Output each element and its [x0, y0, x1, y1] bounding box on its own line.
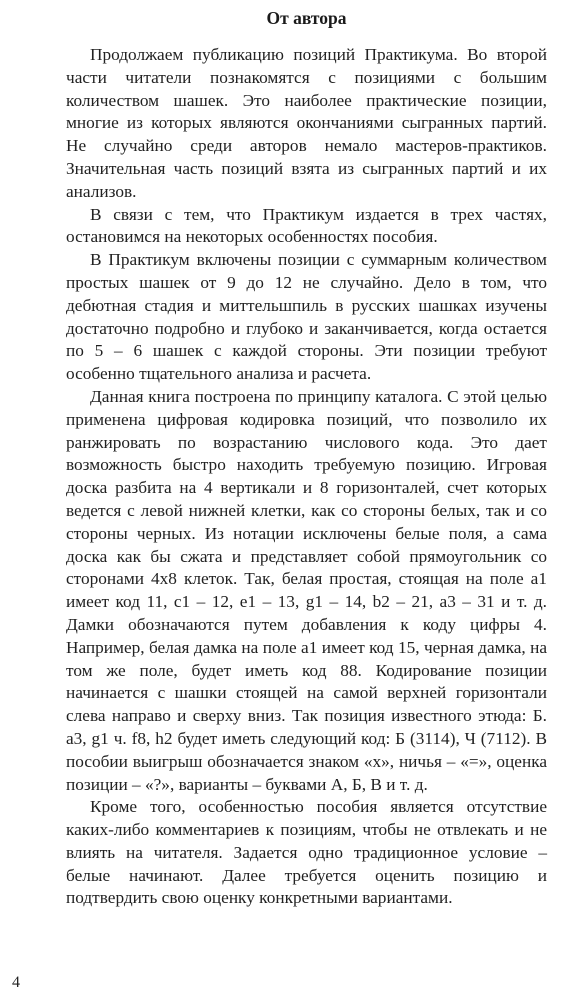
paragraph-intro: Продолжаем публикацию позиций Практикума. Во второй части читатели познакомятся с позициями с большим количеством шашек. Это наиболее практические позиции, многие из которых являются окончаниями сыгранных партий. Не случайно среди авторов немало мастеров-практиков. Значительная часть позиций взята из сыгранных партий и их анализов.: [66, 45, 547, 201]
paragraph-piece-count: В Практикум включены позиции с суммарным количеством простых шашек от 9 до 12 не случайно. Дело в том, что дебютная стадия и миттельшпиль в русских шашках изучены достаточно подробно и глубоко и заканчивается, когда остается по 5 – 6 шашек с каждой стороны. Эти позиции требуют особенно тщательного анализа и расчета.: [66, 250, 547, 384]
body-text: [66, 44, 547, 910]
paragraph-conditions: Кроме того, особенностью пособия является отсутствие каких-либо комментариев к позициям, чтобы не отвлекать и не влиять на читателя. Задается одно традиционное условие – белые начинают. Далее требуется оценить позицию и подтвердить свою оценку конкретными вариантами.: [66, 797, 547, 908]
paragraph-coding: Данная книга построена по принципу каталога. С этой целью применена цифровая кодировка позиций, что позволило их ранжировать по возрастанию числового кода. Это дает возможность быстро находить требуемую позицию. Игровая доска разбита на 4 вертикали и 8 горизонталей, счет которых ведется с левой нижней клетки, как со стороны белых, так и со стороны черных. Из нотации исключены белые поля, а сама доска как бы сжата и представляет собой прямоугольник со сторонами 4x8 клеток. Так, белая простая, стоящая на поле a1 имеет код 11, c1 – 12, e1 – 13, g1 – 14, b2 – 21, a3 – 31 и т. д. Дамки обозначаются путем добавления к коду цифры 4. Например, белая дамка на поле a1 имеет код 15, черная дамка, на том же поле, будет иметь код 88. Кодирование позиции начинается с шашки стоящей на самой верхней горизонтали слева направо и сверху вниз. Так позиция известного этюда: Б. a3, g1 ч. f8, h2 будет иметь следующий код: Б (3114), Ч (7112). В пособии выигрыш обозначается знаком «x», ничья – «=», оценка позиции – «?», варианты – буквами А, Б, В и т. д.: [66, 386, 547, 794]
page-content: [66, 0, 547, 910]
page-title: От автора: [266, 8, 347, 28]
paragraph-parts: В связи с тем, что Практикум издается в трех частях, остановимся на некоторых особенностях пособия.: [66, 204, 547, 247]
page-number: 4: [12, 974, 20, 991]
